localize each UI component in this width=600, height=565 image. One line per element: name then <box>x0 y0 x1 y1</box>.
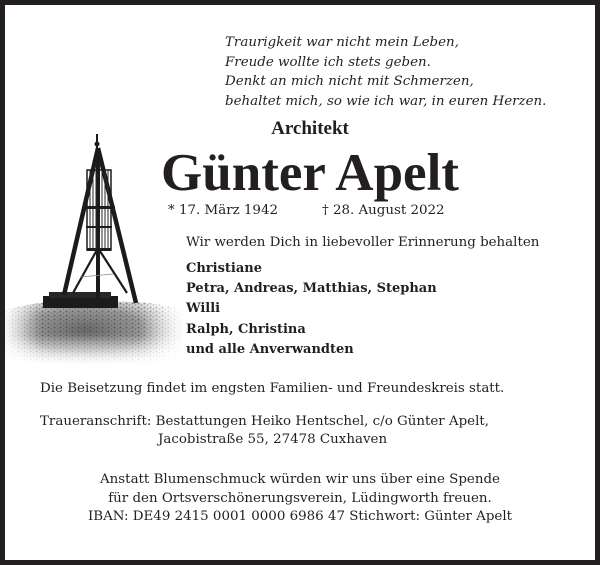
mourners-intro: Wir werden Dich in liebevoller Erinnerung behalten <box>186 235 540 250</box>
poem <box>225 33 546 111</box>
mourner-line: und alle Anverwandten <box>186 341 354 357</box>
poem-line: Traurigkeit war nicht mein Leben, <box>225 35 459 50</box>
mourning-address-line1: Traueranschrift: Bestattungen Heiko Hentschel, c/o Günter Apelt, <box>40 414 490 429</box>
donation-line: Anstatt Blumenschmuck würden wir uns über eine Spende <box>100 472 500 487</box>
poem-line: behaltet mich, so wie ich war, in euren Herzen. <box>225 93 547 109</box>
mourner-line: Willi <box>186 301 221 317</box>
donation-iban: IBAN: DE49 2415 0001 0000 6986 47 Stichwort: Günter Apelt <box>87 509 513 524</box>
donation-line: für den Ortsverschönerungsverein, Lüdingworth freuen. <box>108 490 492 506</box>
donation-notice <box>5 471 595 527</box>
mourner-line: Christiane <box>186 261 262 276</box>
mourners-list <box>186 259 437 360</box>
mourner-line: Petra, Andreas, Matthias, Stephan <box>186 281 437 297</box>
death-date: † 28. August 2022 <box>322 203 445 218</box>
birth-date: * 17. März 1942 <box>168 203 278 218</box>
burial-notice: Die Beisetzung findet im engsten Familien- und Freundeskreis statt. <box>40 381 505 396</box>
poem-line: Denkt an mich nicht mit Schmerzen, <box>225 74 474 90</box>
deceased-name: Günter Apelt <box>161 144 459 202</box>
mourner-line: Ralph, Christina <box>186 321 306 337</box>
poem-line: Freude wollte ich stets geben. <box>225 54 431 70</box>
profession: Architekt <box>271 118 349 139</box>
mourning-address-line2: Jacobistraße 55, 27478 Cuxhaven <box>158 432 388 447</box>
